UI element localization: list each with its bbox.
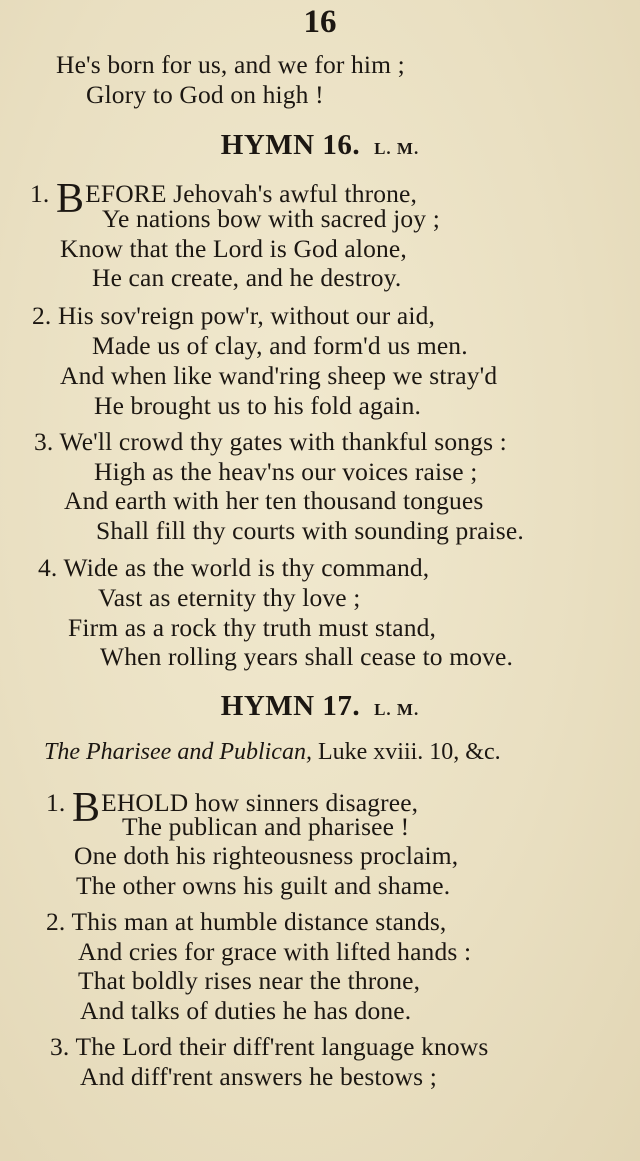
stanza-line: The other owns his guilt and shame.	[76, 871, 451, 900]
stanza-line: And cries for grace with lifted hands :	[78, 937, 472, 966]
stanza-line: That boldly rises near the throne,	[78, 966, 421, 995]
hymn-16-stanza-3-line-1	[34, 427, 507, 457]
stanza-number: 1.	[30, 179, 50, 208]
stanza-line: High as the heav'ns our voices raise ;	[94, 457, 478, 486]
stanza-number: 4.	[38, 553, 58, 582]
hymn-17-subtitle	[44, 737, 501, 767]
stanza-number: 2.	[32, 301, 52, 330]
scripture-reference: Luke xviii. 10, &c.	[317, 739, 501, 765]
hymn-16-stanza-4-line-1	[38, 553, 429, 583]
stanza-line: And earth with her ten thousand tongues	[64, 486, 484, 515]
hymn-17-heading	[0, 689, 640, 727]
stanza-number: 2.	[46, 907, 66, 936]
stanza-text: The Lord their diff'rent language knows	[75, 1032, 489, 1061]
continuation-line: Glory to God on high !	[86, 80, 324, 109]
hymn-17-stanza-3-line-1	[50, 1032, 488, 1062]
stanza-text: EHOLD how sinners disagree,	[101, 788, 419, 817]
drop-cap: B	[55, 176, 85, 222]
stanza-line: Firm as a rock thy truth must stand,	[68, 613, 437, 642]
stanza-line: Shall fill thy courts with sounding praise.	[96, 516, 524, 545]
page-number: 16	[303, 4, 337, 40]
continuation-line: He's born for us, and we for him ;	[56, 50, 405, 79]
stanza-line: Made us of clay, and form'd us men.	[92, 331, 468, 360]
stanza-text: EFORE Jehovah's awful throne,	[85, 179, 418, 208]
stanza-text: His sov'reign pow'r, without our aid,	[57, 301, 436, 330]
stanza-text: This man at humble distance stands,	[71, 907, 447, 936]
stanza-number: 3.	[50, 1032, 70, 1061]
stanza-line: Know that the Lord is God alone,	[60, 234, 407, 263]
stanza-text: We'll crowd thy gates with thankful songs :	[59, 427, 507, 456]
stanza-line: Vast as eternity thy love ;	[98, 583, 361, 612]
subtitle-italic: The Pharisee and Publican,	[44, 739, 312, 765]
hymn-17-meter: L. M.	[374, 700, 420, 719]
hymn-16-heading	[0, 128, 640, 166]
stanza-line: One doth his righteousness proclaim,	[74, 841, 459, 870]
drop-cap: B	[71, 785, 101, 831]
stanza-text: Wide as the world is thy command,	[63, 553, 430, 582]
hymn-17-stanza-2-line-1	[46, 907, 446, 937]
stanza-line: And talks of duties he has done.	[80, 996, 412, 1025]
stanza-line: He can create, and he destroy.	[92, 263, 402, 292]
stanza-number: 1.	[46, 788, 66, 817]
stanza-line: And diff'rent answers he bestows ;	[80, 1062, 437, 1091]
stanza-line: And when like wand'ring sheep we stray'd	[60, 361, 498, 390]
stanza-number: 3.	[34, 427, 54, 456]
hymn-16-stanza-2-line-1	[32, 301, 435, 331]
stanza-line: He brought us to his fold again.	[94, 391, 422, 420]
stanza-line: The publican and pharisee !	[122, 812, 410, 841]
hymn-17-title: HYMN 17.	[220, 690, 361, 722]
stanza-line: When rolling years shall cease to move.	[100, 642, 514, 671]
stanza-line: Ye nations bow with sacred joy ;	[102, 204, 440, 233]
hymn-16-title: HYMN 16.	[220, 129, 361, 161]
hymn-16-meter: L. M.	[374, 139, 420, 158]
